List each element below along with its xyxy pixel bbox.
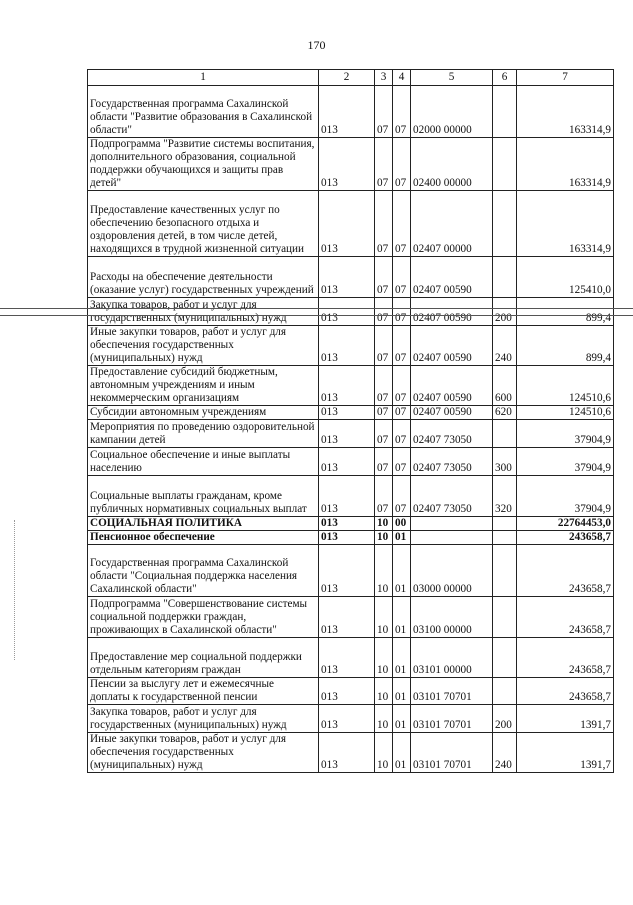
row-col-2: 013 — [319, 531, 375, 545]
row-amount: 37904,9 — [517, 420, 614, 448]
row-col-2: 013 — [319, 705, 375, 733]
row-col-4: 01 — [393, 531, 411, 545]
row-amount: 243658,7 — [517, 545, 614, 597]
row-col-3: 10 — [375, 517, 393, 531]
row-amount: 124510,6 — [517, 406, 614, 420]
row-col-5: 02407 73050 — [411, 420, 493, 448]
row-col-2: 013 — [319, 638, 375, 678]
table-row — [88, 448, 614, 476]
row-col-3: 10 — [375, 531, 393, 545]
page-number: 170 — [307, 38, 326, 52]
row-col-5: 02407 00590 — [411, 406, 493, 420]
row-col-5: 02000 00000 — [411, 86, 493, 138]
row-amount: 163314,9 — [517, 86, 614, 138]
row-col-4: 07 — [393, 448, 411, 476]
header-col-2: 2 — [319, 70, 375, 86]
row-col-4: 07 — [393, 138, 411, 191]
table-row — [88, 420, 614, 448]
row-col-6: 240 — [493, 326, 517, 366]
table-row — [88, 733, 614, 773]
row-name: Социальное обеспечение и иные выплаты населению — [88, 448, 319, 476]
row-col-4: 01 — [393, 678, 411, 705]
row-col-3: 10 — [375, 597, 393, 638]
row-col-5: 03000 00000 — [411, 545, 493, 597]
row-col-5: 03100 00000 — [411, 597, 493, 638]
row-col-5: 02407 00590 — [411, 326, 493, 366]
row-col-2: 013 — [319, 366, 375, 406]
row-amount: 37904,9 — [517, 476, 614, 517]
row-col-6 — [493, 597, 517, 638]
row-amount: 243658,7 — [517, 638, 614, 678]
row-col-2: 013 — [319, 476, 375, 517]
row-name: Государственная программа Сахалинской области "Развитие образования в Сахалинской области" — [88, 86, 319, 138]
row-name: СОЦИАЛЬНАЯ ПОЛИТИКА — [88, 517, 319, 531]
row-col-2: 013 — [319, 733, 375, 773]
row-name: Пенсионное обеспечение — [88, 531, 319, 545]
row-col-4: 01 — [393, 597, 411, 638]
row-col-2: 013 — [319, 191, 375, 257]
row-col-4: 07 — [393, 86, 411, 138]
row-amount: 1391,7 — [517, 733, 614, 773]
row-col-4: 07 — [393, 298, 411, 326]
row-col-2: 013 — [319, 597, 375, 638]
header-col-5: 5 — [411, 70, 493, 86]
row-col-3: 10 — [375, 638, 393, 678]
scan-margin-mark — [14, 520, 15, 660]
row-name: Предоставление качественных услуг по обеспечению безопасного отдыха и оздоровления детей, в том числе детей, находящихся в трудной жизненной ситуации — [88, 191, 319, 257]
table-row — [88, 531, 614, 545]
scan-line — [0, 308, 633, 309]
row-col-2: 013 — [319, 545, 375, 597]
row-amount: 22764453,0 — [517, 517, 614, 531]
row-name: Субсидии автономным учреждениям — [88, 406, 319, 420]
row-col-4: 01 — [393, 638, 411, 678]
header-col-4: 4 — [393, 70, 411, 86]
table-row — [88, 138, 614, 191]
header-col-6: 6 — [493, 70, 517, 86]
row-col-3: 07 — [375, 420, 393, 448]
row-col-3: 07 — [375, 406, 393, 420]
table-row — [88, 545, 614, 597]
row-col-5: 03101 70701 — [411, 678, 493, 705]
row-col-2: 013 — [319, 86, 375, 138]
header-col-1: 1 — [88, 70, 319, 86]
row-col-3: 07 — [375, 366, 393, 406]
row-col-4: 01 — [393, 705, 411, 733]
table-row — [88, 191, 614, 257]
row-col-3: 07 — [375, 257, 393, 298]
row-col-5 — [411, 531, 493, 545]
row-col-2: 013 — [319, 448, 375, 476]
row-col-2: 013 — [319, 406, 375, 420]
row-col-6: 200 — [493, 705, 517, 733]
row-col-3: 07 — [375, 138, 393, 191]
table-row — [88, 257, 614, 298]
row-col-5: 03101 00000 — [411, 638, 493, 678]
row-name: Предоставление субсидий бюджетным, автономным учреждениям и иным некоммерческим организациям — [88, 366, 319, 406]
row-name: Социальные выплаты гражданам, кроме публичных нормативных социальных выплат — [88, 476, 319, 517]
row-col-4: 07 — [393, 420, 411, 448]
row-col-6 — [493, 531, 517, 545]
row-name: Закупка товаров, работ и услуг для государственных (муниципальных) нужд — [88, 705, 319, 733]
row-col-3: 10 — [375, 733, 393, 773]
row-col-3: 07 — [375, 298, 393, 326]
table-row — [88, 366, 614, 406]
row-col-2: 013 — [319, 517, 375, 531]
row-amount: 899,4 — [517, 298, 614, 326]
row-name: Мероприятия по проведению оздоровительной кампании детей — [88, 420, 319, 448]
row-name: Пенсии за выслугу лет и ежемесячные доплаты к государственной пенсии — [88, 678, 319, 705]
row-col-6: 600 — [493, 366, 517, 406]
row-amount: 243658,7 — [517, 678, 614, 705]
row-col-3: 10 — [375, 678, 393, 705]
row-name: Подпрограмма "Развитие системы воспитания, дополнительного образования, социальной поддержки обучающихся и защиты прав детей" — [88, 138, 319, 191]
row-name: Иные закупки товаров, работ и услуг для обеспечения государственных (муниципальных) нужд — [88, 733, 319, 773]
row-col-3: 07 — [375, 191, 393, 257]
row-col-6: 300 — [493, 448, 517, 476]
row-name: Закупка товаров, работ и услуг для государственных (муниципальных) нужд — [88, 298, 319, 326]
row-col-6: 620 — [493, 406, 517, 420]
budget-table — [87, 69, 614, 773]
row-amount: 899,4 — [517, 326, 614, 366]
row-col-4: 00 — [393, 517, 411, 531]
row-col-5: 02407 73050 — [411, 476, 493, 517]
row-col-3: 07 — [375, 326, 393, 366]
row-col-6 — [493, 138, 517, 191]
row-col-6 — [493, 191, 517, 257]
row-name: Иные закупки товаров, работ и услуг для обеспечения государственных (муниципальных) нужд — [88, 326, 319, 366]
row-amount: 37904,9 — [517, 448, 614, 476]
row-amount: 125410,0 — [517, 257, 614, 298]
table-row — [88, 517, 614, 531]
table-row — [88, 597, 614, 638]
row-col-4: 01 — [393, 545, 411, 597]
row-name: Подпрограмма "Совершенствование системы социальной поддержки граждан, проживающих в Сахалинской области" — [88, 597, 319, 638]
row-col-2: 013 — [319, 257, 375, 298]
row-col-5: 03101 70701 — [411, 705, 493, 733]
row-col-6: 200 — [493, 298, 517, 326]
row-col-6 — [493, 257, 517, 298]
row-col-5: 03101 70701 — [411, 733, 493, 773]
row-col-5: 02400 00000 — [411, 138, 493, 191]
table-row — [88, 406, 614, 420]
row-col-3: 10 — [375, 705, 393, 733]
row-amount: 243658,7 — [517, 597, 614, 638]
row-col-2: 013 — [319, 138, 375, 191]
row-col-6: 320 — [493, 476, 517, 517]
row-col-6 — [493, 545, 517, 597]
table-row — [88, 705, 614, 733]
row-col-2: 013 — [319, 298, 375, 326]
row-name: Государственная программа Сахалинской области "Социальная поддержка населения Сахалинской области" — [88, 545, 319, 597]
row-col-6 — [493, 517, 517, 531]
row-col-5: 02407 00590 — [411, 257, 493, 298]
row-col-3: 07 — [375, 86, 393, 138]
table-row — [88, 326, 614, 366]
row-col-3: 07 — [375, 476, 393, 517]
row-amount: 163314,9 — [517, 191, 614, 257]
header-col-3: 3 — [375, 70, 393, 86]
row-col-5: 02407 00590 — [411, 366, 493, 406]
row-col-4: 07 — [393, 191, 411, 257]
scan-line — [0, 315, 633, 316]
header-col-7: 7 — [517, 70, 614, 86]
row-col-6: 240 — [493, 733, 517, 773]
row-col-4: 01 — [393, 733, 411, 773]
table-row — [88, 298, 614, 326]
row-col-4: 07 — [393, 257, 411, 298]
table-row — [88, 86, 614, 138]
table-row — [88, 476, 614, 517]
row-col-2: 013 — [319, 420, 375, 448]
row-col-3: 10 — [375, 545, 393, 597]
row-amount: 163314,9 — [517, 138, 614, 191]
row-col-2: 013 — [319, 326, 375, 366]
row-col-4: 07 — [393, 366, 411, 406]
row-amount: 1391,7 — [517, 705, 614, 733]
row-col-4: 07 — [393, 476, 411, 517]
row-name: Расходы на обеспечение деятельности (оказание услуг) государственных учреждений — [88, 257, 319, 298]
row-amount: 243658,7 — [517, 531, 614, 545]
row-col-3: 07 — [375, 448, 393, 476]
row-amount: 124510,6 — [517, 366, 614, 406]
table-row — [88, 678, 614, 705]
row-col-4: 07 — [393, 406, 411, 420]
row-col-6 — [493, 420, 517, 448]
row-col-4: 07 — [393, 326, 411, 366]
row-col-5: 02407 00590 — [411, 298, 493, 326]
header-row — [88, 70, 614, 86]
row-col-6 — [493, 678, 517, 705]
row-col-6 — [493, 638, 517, 678]
row-col-6 — [493, 86, 517, 138]
table-row — [88, 638, 614, 678]
row-col-5 — [411, 517, 493, 531]
row-name: Предоставление мер социальной поддержки отдельным категориям граждан — [88, 638, 319, 678]
row-col-2: 013 — [319, 678, 375, 705]
row-col-5: 02407 00000 — [411, 191, 493, 257]
table-body — [88, 86, 614, 773]
row-col-5: 02407 73050 — [411, 448, 493, 476]
